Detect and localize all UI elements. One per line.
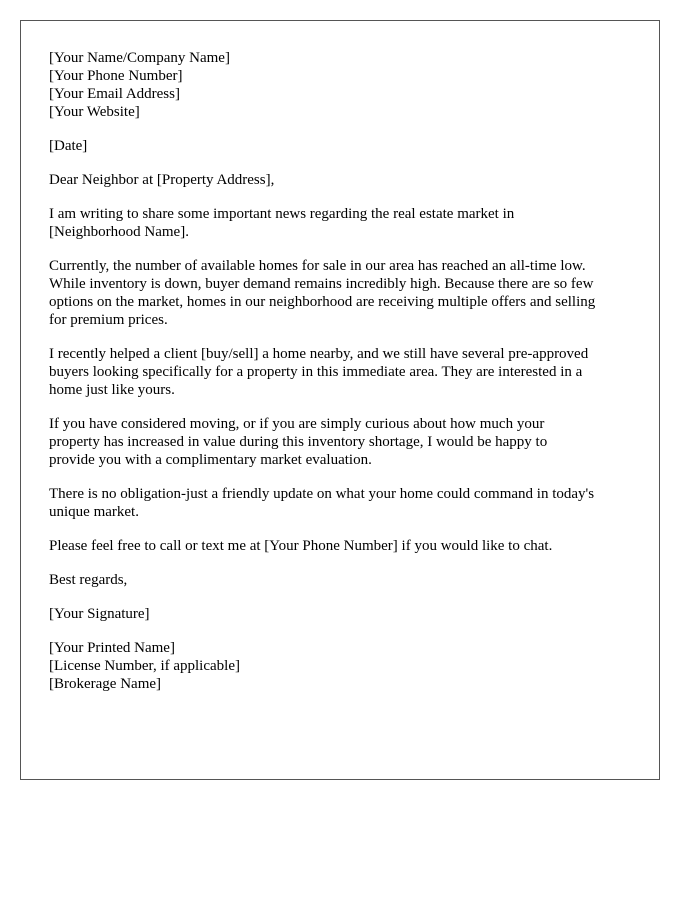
sender-block bbox=[49, 49, 639, 121]
closing-block bbox=[49, 571, 639, 589]
paragraph-line: [Neighborhood Name]. bbox=[49, 224, 189, 240]
greeting-block bbox=[49, 171, 639, 189]
sender-email: [Your Email Address] bbox=[49, 86, 180, 102]
sender-phone: [Your Phone Number] bbox=[49, 68, 183, 84]
signature: [Your Signature] bbox=[49, 606, 150, 622]
paragraph-3 bbox=[49, 345, 639, 399]
paragraph-line: Currently, the number of available homes for sale in our area has reached an all-time low. bbox=[49, 258, 586, 274]
paragraph-line: buyers looking specifically for a property in this immediate area. They are interested in a bbox=[49, 364, 583, 380]
greeting: Dear Neighbor at [Property Address], bbox=[49, 172, 275, 188]
paragraph-line: I am writing to share some important news regarding the real estate market in bbox=[49, 206, 515, 222]
paragraph-line: provide you with a complimentary market evaluation. bbox=[49, 452, 372, 468]
paragraph-line: I recently helped a client [buy/sell] a home nearby, and we still have several pre-approved bbox=[49, 346, 589, 362]
paragraph-5 bbox=[49, 485, 639, 521]
paragraph-line: There is no obligation-just a friendly update on what your home could command in today's bbox=[49, 486, 595, 502]
printed-name: [Your Printed Name] bbox=[49, 640, 175, 656]
paragraph-line: for premium prices. bbox=[49, 312, 168, 328]
date-block bbox=[49, 137, 639, 155]
paragraph-4 bbox=[49, 415, 639, 469]
closing: Best regards, bbox=[49, 572, 128, 588]
letter-content bbox=[49, 49, 639, 709]
sender-name: [Your Name/Company Name] bbox=[49, 50, 230, 66]
signature-block bbox=[49, 605, 639, 623]
paragraph-6 bbox=[49, 537, 639, 555]
paragraph-line: property has increased in value during this inventory shortage, I would be happy to bbox=[49, 434, 548, 450]
paragraph-line: Please feel free to call or text me at [Your Phone Number] if you would like to chat. bbox=[49, 538, 553, 554]
paragraph-line: While inventory is down, buyer demand remains incredibly high. Because there are so few bbox=[49, 276, 594, 292]
paragraph-line: options on the market, homes in our neighborhood are receiving multiple offers and selling bbox=[49, 294, 596, 310]
paragraph-line: unique market. bbox=[49, 504, 139, 520]
sender-website: [Your Website] bbox=[49, 104, 140, 120]
paragraph-2 bbox=[49, 257, 639, 329]
license-number: [License Number, if applicable] bbox=[49, 658, 240, 674]
brokerage-name: [Brokerage Name] bbox=[49, 676, 162, 692]
paragraph-line: If you have considered moving, or if you are simply curious about how much your bbox=[49, 416, 545, 432]
letter-page bbox=[20, 20, 660, 780]
letter-date: [Date] bbox=[49, 138, 88, 154]
paragraph-1 bbox=[49, 205, 639, 241]
footer-block bbox=[49, 639, 639, 693]
paragraph-line: home just like yours. bbox=[49, 382, 175, 398]
